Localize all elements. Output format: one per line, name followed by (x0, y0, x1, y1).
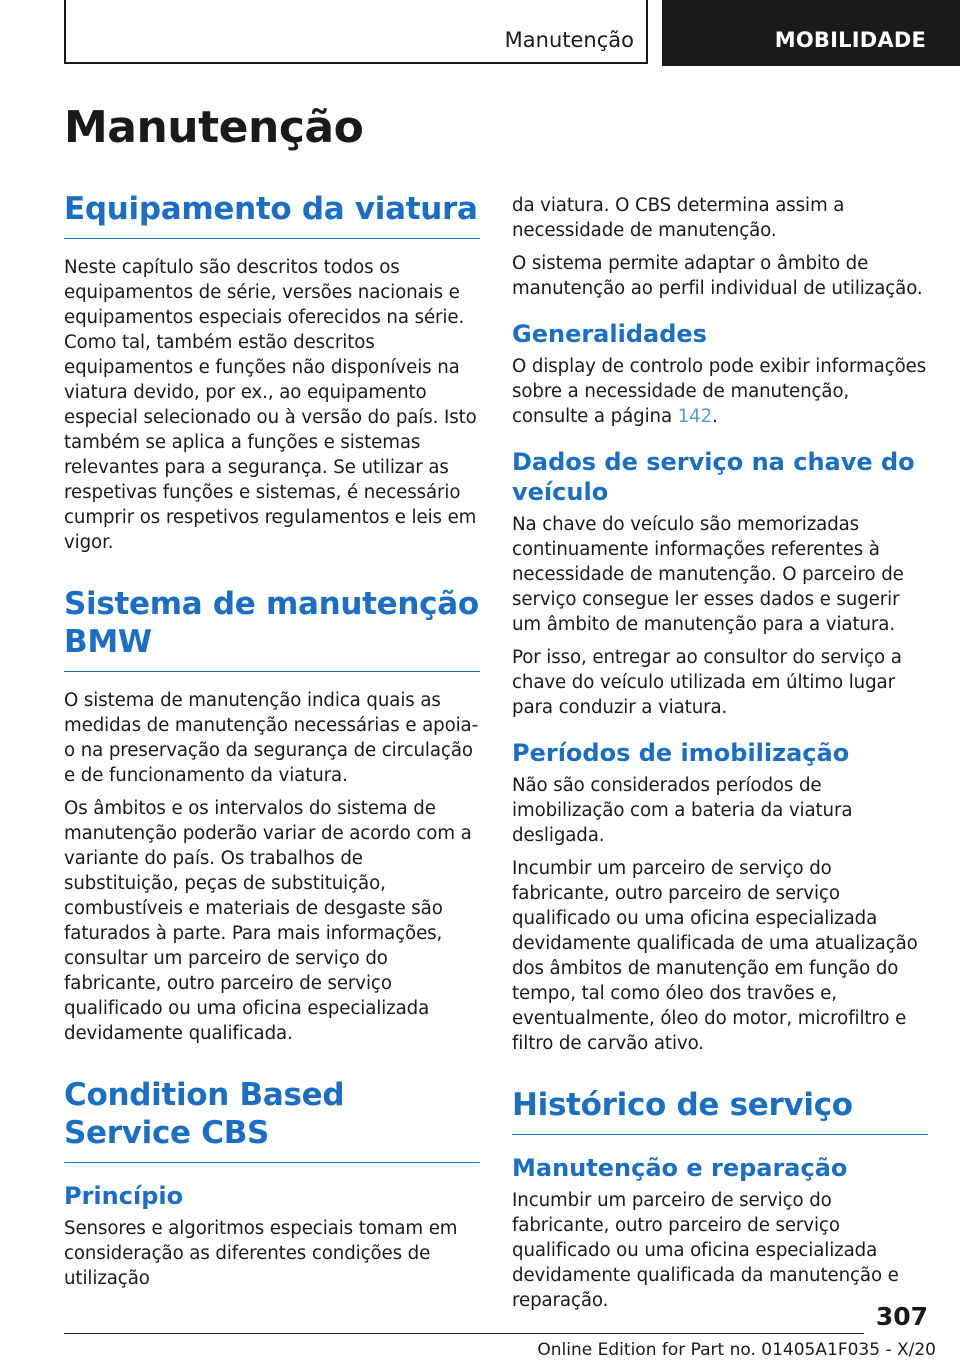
paragraph: Por isso, entregar ao consultor do serviço a chave do veículo utilizada em último lugar para conduzir a viatura. (512, 647, 902, 718)
footer-divider (64, 1333, 864, 1334)
paragraph: Neste capítulo são descritos todos os equipamentos de série, versões nacionais e equipamentos especiais oferecidos na série. Como tal, também estão descritos equipamentos e funções não disponíveis na viatura devido, por ex., ao equipamento especial selecionado ou à versão do país. Isto também se aplica a funções e sistemas relevantes para a segurança. Se utilizar as respetivas funções e sistemas, é necessário cumprir os respetivos regulamentos e leis em vigor. (64, 257, 477, 553)
heading-cbs: Condition Based Service CBS (64, 1076, 480, 1163)
page-title: Manutenção (64, 102, 364, 153)
header-section-label: Manutenção (504, 28, 634, 52)
paragraph: Na chave do veículo são memorizadas continuamente informações referentes à necessidade de manutenção. O parceiro de serviço consegue ler esses dados e sugerir um âmbito de manutenção para a viatura. (512, 514, 904, 635)
heading-generalidades: Generalidades (512, 320, 707, 348)
paragraph: da viatura. O CBS determina assim a necessidade de manutenção. (512, 195, 845, 241)
heading-periodos-imobilizacao: Períodos de imobilização (512, 739, 850, 767)
heading-historico-servico: Histórico de serviço (512, 1086, 928, 1135)
paragraph-text: O display de controlo pode exibir informações sobre a necessidade de manutenção, consulte a página (512, 356, 927, 427)
header-chapter-label: MOBILIDADE (774, 28, 926, 52)
right-column (512, 193, 928, 1321)
page-number: 307 (875, 1302, 928, 1331)
paragraph: O sistema permite adaptar o âmbito de manutenção ao perfil individual de utilização. (512, 253, 923, 299)
paragraph: Incumbir um parceiro de serviço do fabricante, outro parceiro de serviço qualificado ou uma oficina especializada devidamente qualificada da manutenção e reparação. (512, 1190, 899, 1311)
paragraph: O sistema de manutenção indica quais as medidas de manutenção necessárias e apoia-o na preservação da segurança de circulação e de funcionamento da viatura. (64, 690, 479, 786)
paragraph (512, 354, 928, 429)
paragraph: Os âmbitos e os intervalos do sistema de manutenção poderão variar de acordo com a variante do país. Os trabalhos de substituição, peças de substituição, combustíveis e materiais de desgaste são faturados à parte. Para mais informações, consultar um parceiro de serviço do fabricante, outro parceiro de serviço qualificado ou uma oficina especializada devidamente qualificada. (64, 798, 472, 1044)
header-chapter-tab (662, 0, 960, 66)
heading-principio: Princípio (64, 1182, 184, 1210)
heading-dados-servico: Dados de serviço na chave do veículo (512, 448, 915, 506)
paragraph-text: . (712, 406, 718, 427)
heading-sistema-manutencao: Sistema de manutenção BMW (64, 585, 480, 672)
paragraph: Incumbir um parceiro de serviço do fabricante, outro parceiro de serviço qualificado ou uma oficina especializada devidamente qualificada de uma atualização dos âmbitos de manutenção em função do tempo, tal como óleo dos travões e, eventualmente, óleo do motor, microfiltro e filtro de carvão ativo. (512, 858, 918, 1054)
left-column (64, 190, 480, 1299)
heading-equipamento: Equipamento da viatura (64, 190, 480, 239)
paragraph: Sensores e algoritmos especiais tomam em consideração as diferentes condições de utilização (64, 1218, 458, 1289)
paragraph: Não são considerados períodos de imobilização com a bateria da viatura desligada. (512, 775, 853, 846)
page-reference-link[interactable]: 142 (677, 406, 713, 427)
heading-manutencao-reparacao: Manutenção e reparação (512, 1154, 848, 1182)
header-section-box (64, 0, 648, 64)
footer-edition: Online Edition for Part no. 01405A1F035 - X/20 (537, 1340, 936, 1360)
